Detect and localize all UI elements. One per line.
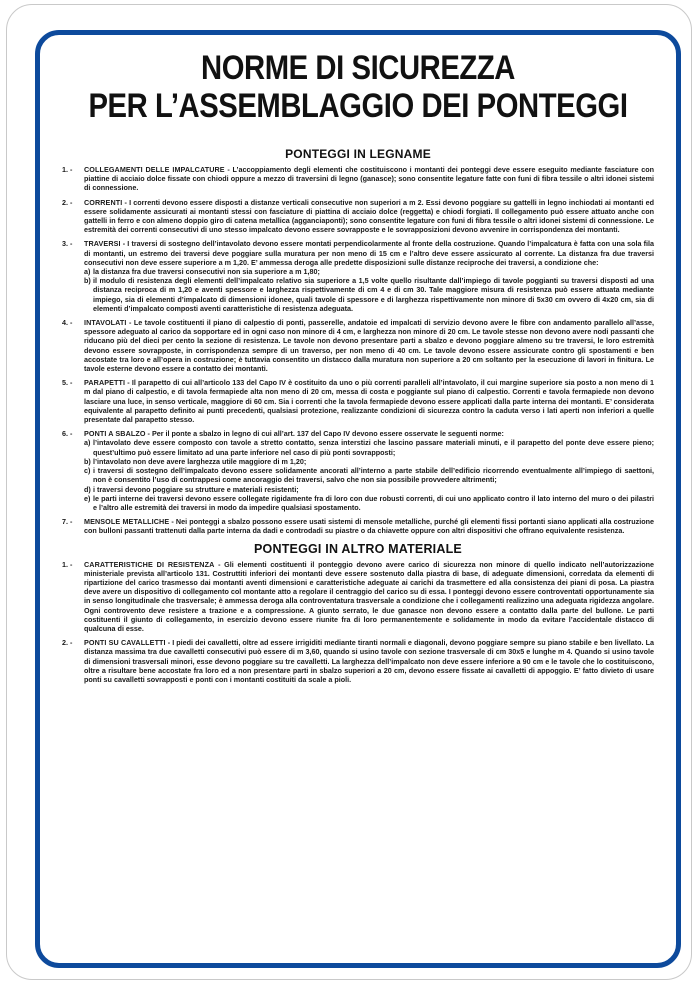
subitem-letter: b) [84, 456, 91, 466]
title-line-2: PER L’ASSEMBLAGGIO DEI PONTEGGI [88, 87, 628, 125]
rule-item [62, 429, 654, 512]
rule-heading: CORRENTI [84, 197, 123, 207]
rule-item [62, 517, 654, 535]
rule-item [62, 318, 654, 373]
subitem-letter: b) [84, 276, 91, 286]
rule-heading: PONTI A SBALZO [84, 429, 146, 439]
subitem-letter: e) [84, 493, 91, 503]
rule-body [84, 378, 654, 424]
rule-number: 4. - [62, 318, 73, 328]
rule-body [84, 429, 654, 512]
sign-title [85, 49, 632, 125]
rule-item [62, 638, 654, 684]
rule-subitem [84, 494, 654, 512]
subitem-text: l’intavolato non deve avere larghezza utile maggiore di m 1,20; [93, 456, 307, 466]
rule-heading: CARATTERISTICHE DI RESISTENZA [84, 559, 215, 569]
subitem-letter: c) [84, 466, 91, 476]
rule-item [62, 560, 654, 634]
sign-frame [35, 30, 681, 968]
rule-heading: INTAVOLATI [84, 318, 127, 328]
rule-body [84, 198, 654, 235]
rule-text: - I correnti devono essere disposti a distanze verticali consecutive non superiori a m 2. Essi devono poggiare su gattelli in legno inchiodati ai montanti ed essere solidamente assicurati ai montanti stessi con fasciature di piattina di acciaio dolce (reggetta) e chiodi forgiati. Il collegamento può essere attuato anche con gattelli in ferro e con almeno doppio giro di catena metallica (agganciaponti); sono consentite legature con funi di fibra tessile o altri idonei sistemi di connessione. Le estremità dei correnti consecutivi di uno stesso impalcato devono essere sovrapposte e le sovrapposizioni devono avvenire in corrispondenza dei montanti. [84, 197, 654, 235]
rule-text: - Per il ponte a sbalzo in legno di cui all’art. 137 del Capo IV devono essere osservate le seguenti norme: [145, 429, 504, 439]
rule-body [84, 165, 654, 193]
rule-text: - Il parapetto di cui all’articolo 133 del Capo IV è costituito da uno o più correnti paralleli all’intavolato, il cui margine superiore sia posto a non meno di 1 m dal piano di calpestio, e di tavola fermapiede alta non meno di 20 cm, messa di costa e poggiante sul piano di calpestio. Correnti e tavola fermapiede non devono lasciare una luce, in senso verticale, maggiore di 60 cm. Sia i correnti che la tavola fermapiede devono essere applicati dalla parte interna dei montanti. E’ considerata equivalente al parapetto definito ai punti precedenti, qualsiasi protezione, realizzante condizioni di sicurezza contro la caduta verso i lati aperti non inferiori a quelle presentate dal parapetto stesso. [84, 378, 654, 425]
title-line-1: NORME DI SICUREZZA [201, 49, 515, 87]
rule-number: 6. - [62, 429, 73, 439]
rule-number: 5. - [62, 378, 73, 388]
subitem-text: il modulo di resistenza degli elementi dell’impalcato relativo sia superiore a 1,5 volte quello risultante dall’impiego di tavole poggianti su traversi disposti ad una distanza reciproca di m 1,20 e aventi spessore e larghezza rispettivamente di cm 4 e di cm 30. Tale maggiore misura di resistenza può essere attuata mediante impiego, sia di elementi d’impalcato di dimensioni idonee, quali tavole di spessore e di larghezza rispettivamente non minore di 5x30 cm ovvero di 4x20 cm, sia di elementi d’impalcato composti aventi caratteristiche di resistenza adeguata. [93, 276, 654, 313]
rule-subitem [84, 485, 654, 494]
rule-body [84, 318, 654, 373]
subitem-text: l’intavolato deve essere composto con tavole a stretto contatto, senza interstizi che lascino passare materiali minuti, e il parapetto del ponte deve essere pieno; quest’ultimo può essere limitato ad una parte inferiore nel caso di più ponti sovrapposti; [93, 438, 654, 457]
rule-text: - Le tavole costituenti il piano di calpestio di ponti, passerelle, andatoie ed impalcati di servizio devono avere le fibre con andamento parallelo all’asse, spessore adeguato al carico da sopportare ed in ogni caso non minore di 4 cm, e larghezza non minore di 20 cm. Le tavole stesse non devono avere nodi passanti che riducano più del dieci per cento la sezione di resistenza. Le tavole non devono presentare parti a sbalzo e devono poggiare almeno su tre traversi, le loro estremità devono essere sovrapposte, in corrispondenza sempre di un traverso, per non meno di 40 cm. Le tavole devono essere assicurate contro gli spostamenti e ben accostate tra loro e all’opera in costruzione; è tuttavia consentito un distacco dalla muratura non superiore a 20 cm soltanto per la esecuzione di lavori in finitura. Le tavole esterne devono essere a contatto dei montanti. [84, 318, 654, 374]
rule-body [84, 239, 654, 313]
rule-subitem [84, 466, 654, 484]
rule-heading: MENSOLE METALLICHE [84, 517, 170, 527]
rule-subitem [84, 276, 654, 313]
rule-number: 1. - [62, 559, 73, 569]
subitem-letter: d) [84, 484, 91, 494]
subitem-text: le parti interne dei traversi devono essere collegate rigidamente fra di loro con due robusti correnti, di cui uno applicato contro il lato interno del muro o dei pilastri e l’altro alle estremità dei traversi in modo da impedire qualsiasi spostamento. [93, 493, 654, 512]
rule-text: - I piedi dei cavalletti, oltre ad essere irrigiditi mediante tiranti normali e diagonali, devono poggiare sempre su piano stabile e ben livellato. La distanza massima tra due cavalletti consecutivi può essere di m 3,60, quando si usino tavole con sezione trasversale di cm 30x5 e lunghe m 4. Quando si usino tavole di dimensioni trasversali minori, esse devono poggiare su tre cavalletti. La larghezza dell’impalcato non deve essere inferiore a 90 cm e le tavole che lo costituiscono, oltre a risultare bene accostate fra loro ed a non presentare parti in sbalzo superiori a 20 cm, devono essere fissate ai cavalletti di appoggio. E’ fatto divieto di usare ponti su cavalletti sovrapposti e ponti con i montanti costituiti da scale a pioli. [84, 638, 654, 684]
rule-subitem [84, 457, 654, 466]
rule-item [62, 378, 654, 424]
subitem-letter: a) [84, 438, 91, 448]
sign-plate [6, 4, 692, 980]
rule-number: 3. - [62, 239, 73, 249]
rule-subitem [84, 267, 654, 276]
rule-heading: COLLEGAMENTI DELLE IMPALCATURE [84, 165, 225, 174]
rule-heading: TRAVERSI [84, 239, 121, 249]
rule-number: 2. - [62, 197, 73, 207]
rule-item [62, 198, 654, 235]
rule-text: - Nei ponteggi a sbalzo possono essere usati sistemi di mensole metalliche, purché gli elementi fissi portanti siano applicati alla costruzione con bulloni passanti trattenuti dalla parte interna da dadi e controdadi su piastre o da chiavette oppure con altri dispositivi che offrano equivalente resistenza. [84, 517, 654, 536]
section-title: PONTEGGI IN LEGNAME [285, 147, 431, 161]
rule-item [62, 239, 654, 313]
rule-subitem [84, 438, 654, 456]
rule-number: 7. - [62, 517, 73, 527]
rule-heading: PARAPETTI [84, 378, 126, 388]
rule-body [84, 517, 654, 535]
rule-item [62, 165, 654, 193]
rule-number: 1. - [62, 165, 73, 174]
subitem-text: la distanza fra due traversi consecutivi non sia superiore a m 1,80; [93, 267, 320, 277]
subitem-text: i traversi di sostegno dell’impalcato devono essere solidamente ancorati all’interno a parte stabile dell’edificio ricorrendo eventualmente all’impiego di saettoni, non è consentito l’uso di contrappesi come ancoraggio dei traversi, salvo che non sia possibile provvedere altrimenti; [93, 466, 654, 485]
subitem-text: i traversi devono poggiare su strutture e materiali resistenti; [93, 484, 299, 494]
section-title: PONTEGGI IN ALTRO MATERIALE [254, 541, 462, 556]
rule-heading: PONTI SU CAVALLETTI [84, 638, 166, 648]
rule-number: 2. - [62, 638, 73, 648]
rule-text: - Gli elementi costituenti il ponteggio devono avere carico di sicurezza non minore di quello indicato nell’autorizzazione ministeriale prevista all’articolo 131. Costruttiti inferiori dei montanti deve essere sostenuto dalla piastra di base, di adeguate dimensioni, corredata da elementi di ripartizione del carico trasmesso dai montanti aventi dimensioni e caratteristiche adeguate ai carichi da trasmettere ed alla consistenza dei piani di posa. La piastra deve avere un dispositivo di collegamento col montante atto a regolare il centraggio del carico su di essa. I ponteggi devono essere controventati opportunamente sia in senso longitudinale che trasversale; è ammessa deroga alla controventatura trasversale a condizione che i collegamenti realizzino una adeguata rigidezza angolare. Ogni controvento deve resistere a trazione e a compressione. A giunto serrato, le due ganasce non devono essere a contatto dalla parte del bullone. Le parti costituenti il giunto di collegamento, in esercizio devono essere riunite fra di loro permanentemente e solidamente in modo da evitare l’accidentale distacco di qualcuna di esse. [84, 559, 654, 633]
rule-body [84, 560, 654, 634]
rule-body [84, 638, 654, 684]
subitem-letter: a) [84, 267, 91, 277]
rule-text: - I traversi di sostegno dell’intavolato devono essere montati perpendicolarmente al fronte della costruzione. Quando l’impalcatura è fatta con una sola fila di montanti, un estremo dei traversi deve poggiare sulla muratura per non meno di 15 cm e l’altro deve essere assicurato al corrente. La distanza fra due traversi consecutivi non deve essere superiore a m 1,20. E’ ammessa deroga alle predette disposizioni sulle distanze reciproche dei traversi, a condizione che: [84, 239, 654, 267]
sign-content [62, 147, 654, 689]
rule-text: - L’accoppiamento degli elementi che costituiscono i montanti dei ponteggi deve essere eseguito mediante fasciature con piattine di acciaio dolce fissate con chiodi oppure a mezzo di traversini di legno (ganasce); sono consentite legature fatte con funi di fibra tessile o altri idonei sistemi di connessione. [84, 165, 654, 193]
